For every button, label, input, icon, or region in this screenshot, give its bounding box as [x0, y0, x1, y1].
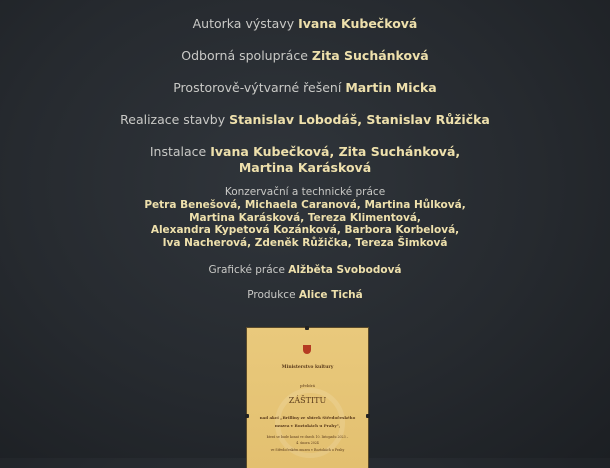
plaque-event: muzea v Roztokách u Prahy",: [274, 423, 341, 428]
credit-label: Instalace: [149, 144, 207, 159]
credit-construction: [0, 112, 610, 127]
credit-label: Grafické práce: [208, 264, 285, 276]
credit-author: [0, 16, 610, 31]
credit-label: Produkce: [247, 289, 296, 301]
credit-label: Prostorově-výtvarné řešení: [173, 80, 342, 95]
credit-names: Stanislav Lobodáš, Stanislav Růžička: [229, 112, 490, 127]
credit-production: [0, 289, 610, 302]
conservation-line: Iva Nacherová, Zdeněk Růžička, Tereza Šimková: [162, 237, 448, 249]
credit-label: Odborná spolupráce: [181, 48, 308, 63]
credit-names: Ivana Kubečková: [298, 16, 418, 31]
conservation-line: Petra Benešová, Michaela Caranová, Martina Hůlková,: [144, 199, 466, 211]
plaque-dates: která se bude konat ve dnech 10. listopadu 2023 –: [266, 435, 349, 439]
credit-label: Realizace stavby: [120, 112, 226, 127]
credit-collaboration: [0, 48, 610, 63]
plaque-title: ZÁŠTITU: [288, 396, 327, 405]
conservation-line: Alexandra Kypetová Kozánková, Barbora Korbelová,: [150, 224, 460, 236]
credit-installation: [0, 144, 610, 159]
credit-names: Ivana Kubečková, Zita Suchánková,: [210, 144, 461, 159]
credit-installation-cont: Martina Karásková: [238, 160, 372, 175]
credit-graphics: [0, 264, 610, 277]
conservation-line: Martina Karásková, Tereza Klimentová,: [189, 212, 421, 224]
credit-label: Autorka výstavy: [192, 16, 295, 31]
plaque-dates: 4. února 2024: [296, 441, 319, 445]
credit-names: Zita Suchánková: [311, 48, 429, 63]
clip-icon: [305, 326, 309, 330]
plaque-place: ve Středočeském muzeu v Roztokách u Prahy: [270, 448, 345, 452]
patronage-plaque: [247, 328, 368, 468]
coat-of-arms-icon: [303, 345, 311, 354]
plaque-event: nad akcí „Brilliny ze sbírek Středočeského: [259, 415, 356, 420]
plaque-ministry: Ministerstvo kultury: [281, 365, 334, 370]
credit-names: Alice Tichá: [298, 289, 363, 301]
credit-names: Martin Micka: [345, 80, 437, 95]
credit-names: Alžběta Svobodová: [288, 264, 402, 276]
conservation-label: Konzervační a technické práce: [224, 186, 386, 198]
credit-design: [0, 80, 610, 95]
plaque-verb: přebírá: [300, 383, 315, 388]
